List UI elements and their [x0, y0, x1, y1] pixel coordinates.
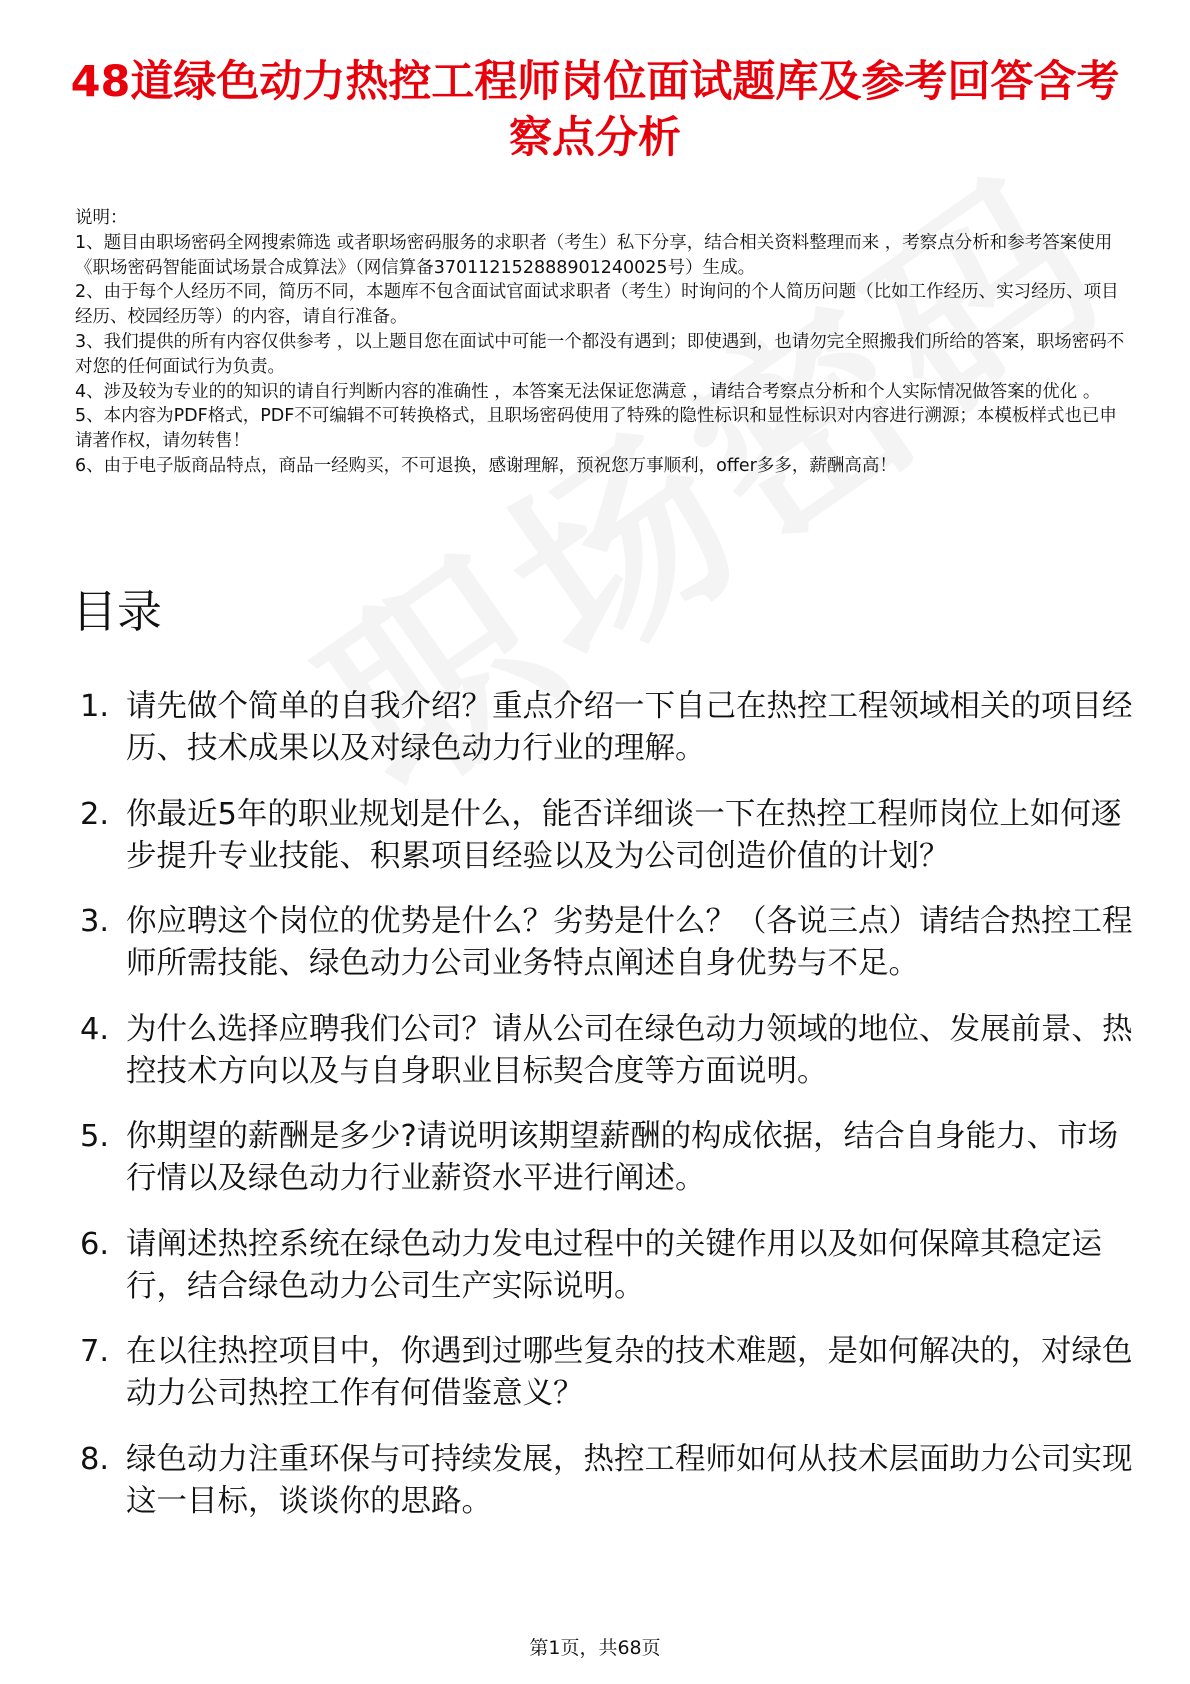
toc-item-text: 你应聘这个岗位的优势是什么？劣势是什么？（各说三点）请结合热控工程师所需技能、绿色动力公司业务特点阐述自身优势与不足。 — [126, 904, 1133, 981]
toc-item[interactable] — [0, 1439, 1190, 1523]
note-item: 4、涉及较为专业的的知识的请自行判断内容的准确性 ，本答案无法保证您满意 ，请结合考察点分析和个人实际情况做答案的优化 。 — [75, 381, 1101, 402]
document-title: 48道绿色动力热控工程师岗位面试题库及参考回答含考察点分析 — [70, 57, 1120, 163]
toc-item-number: 2. — [80, 796, 110, 832]
toc-item-text: 请阐述热控系统在绿色动力发电过程中的关键作用以及如何保障其稳定运行，结合绿色动力公司生产实际说明。 — [126, 1226, 1102, 1304]
toc-item-text: 请先做个简单的自我介绍？重点介绍一下自己在热控工程领域相关的项目经历、技术成果以及对绿色动力行业的理解。 — [126, 689, 1133, 766]
toc-list — [0, 686, 1190, 1546]
toc-heading: 目录 — [72, 585, 163, 638]
toc-item-text: 你最近5年的职业规划是什么，能否详细谈一下在热控工程师岗位上如何逐步提升专业技能、积累项目经验以及为公司创造价值的计划？ — [126, 796, 1122, 874]
toc-item-number: 4. — [80, 1011, 110, 1047]
note-item: 3、我们提供的所有内容仅供参考 ，以上题目您在面试中可能一个都没有遇到；即使遇到，也请勿完全照搬我们所给的答案，职场密码不对您的任何面试行为负责。 — [75, 331, 1125, 377]
toc-item-number: 5. — [80, 1119, 110, 1154]
note-item: 1、题目由职场密码全网搜索筛选 或者职场密码服务的求职者（考生）私下分享，结合相关资料整理而来 ，考察点分析和参考答案使用《职场密码智能面试场景合成算法》（网信算备370112152888901240025号）生成。 — [75, 232, 1113, 278]
toc-item-number: 1. — [80, 689, 110, 724]
toc-item-text: 你期望的薪酬是多少?请说明该期望薪酬的构成依据，结合自身能力、市场行情以及绿色动力行业薪资水平进行阐述。 — [126, 1119, 1119, 1196]
toc-item-text: 绿色动力注重环保与可持续发展，热控工程师如何从技术层面助力公司实现这一目标，谈谈你的思路。 — [126, 1441, 1133, 1519]
toc-item[interactable] — [0, 1224, 1190, 1308]
toc-item[interactable] — [0, 1331, 1190, 1415]
toc-item-number: 7. — [80, 1334, 110, 1369]
toc-item[interactable] — [0, 1116, 1190, 1200]
note-item: 5、本内容为PDF格式，PDF不可编辑不可转换格式，且职场密码使用了特殊的隐性标识和显性标识对内容进行溯源；本模板样式也已申请著作权，请勿转售！ — [75, 406, 1117, 452]
toc-item-number: 6. — [80, 1226, 110, 1262]
notes-heading: 说明： — [75, 208, 128, 228]
note-item: 6、由于电子版商品特点，商品一经购买，不可退换，感谢理解，预祝您万事顺利，offer多多，薪酬高高！ — [75, 455, 897, 476]
toc-item[interactable] — [0, 794, 1190, 878]
toc-item[interactable] — [0, 1009, 1190, 1093]
toc-item[interactable] — [0, 686, 1190, 770]
toc-item-text: 在以往热控项目中，你遇到过哪些复杂的技术难题，是如何解决的，对绿色动力公司热控工作有何借鉴意义？ — [126, 1334, 1133, 1411]
toc-item-number: 3. — [80, 904, 110, 939]
notes-section — [75, 206, 1125, 479]
toc-item-number: 8. — [80, 1441, 110, 1477]
toc-item-text: 为什么选择应聘我们公司？请从公司在绿色动力领域的地位、发展前景、热控技术方向以及与自身职业目标契合度等方面说明。 — [126, 1011, 1133, 1089]
note-item: 2、由于每个人经历不同，简历不同，本题库不包含面试官面试求职者（考生）时询问的个人简历问题（比如工作经历、实习经历、项目经历、校园经历等）的内容，请自行准备。 — [75, 282, 1119, 328]
page-footer: 第1页，共68页 — [529, 1637, 661, 1659]
toc-item[interactable] — [0, 901, 1190, 985]
